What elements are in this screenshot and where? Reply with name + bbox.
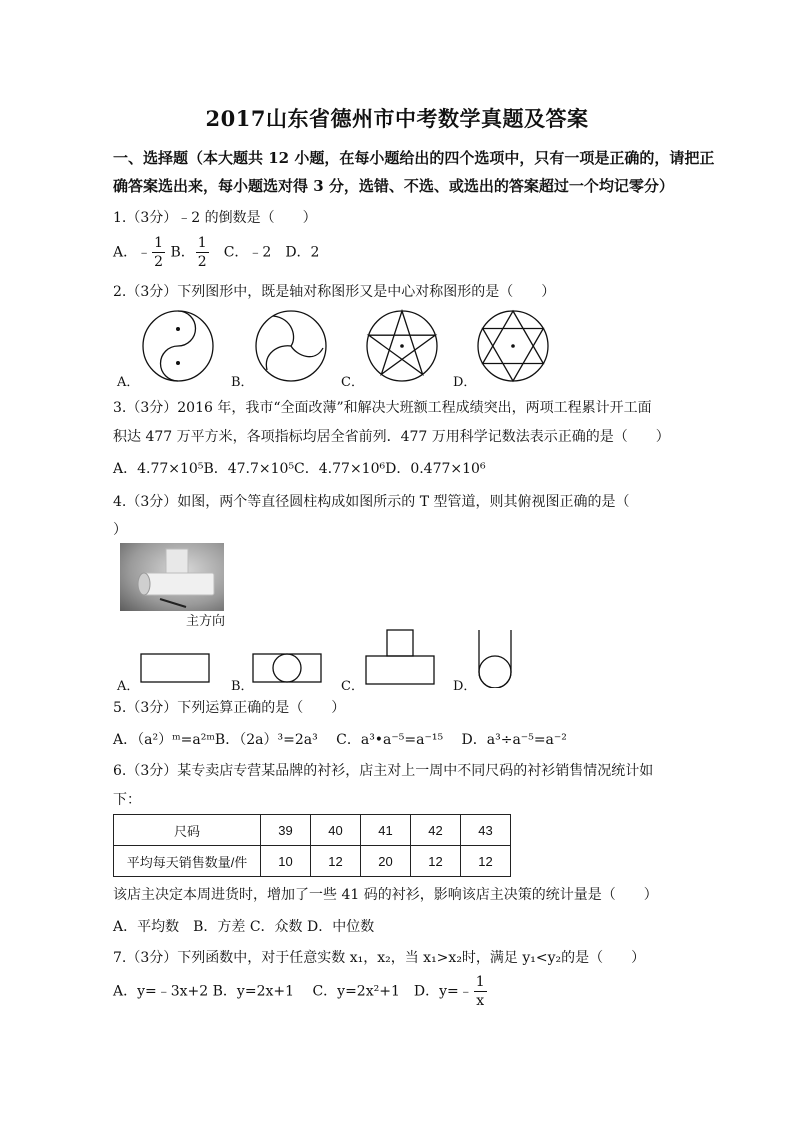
q7-fraction-d-num: 1 xyxy=(475,974,485,990)
q7-options xyxy=(113,975,488,1008)
q4-line1: 4.（3分）如图，两个等直径圆柱构成如图所示的 T 型管道，则其俯视图正确的是（ xyxy=(113,494,630,510)
q4-figure-b-rectangle-circle xyxy=(252,650,324,686)
q5-stem: 5.（3分）下列运算正确的是（ ） xyxy=(113,700,346,716)
paper-title: 2017山东省德州市中考数学真题及答案 xyxy=(205,106,589,131)
q2-figure-d-hexagram xyxy=(475,308,551,384)
q3-options: A．4.77×10⁵B．47.7×10⁵C．4.77×10⁶D．0.477×10⁶ xyxy=(113,461,486,477)
q2-stem: 2.（3分）下列图形中，既是轴对称图形又是中心对称图形的是（ ） xyxy=(113,284,556,300)
q2-figure-b-swirl xyxy=(253,308,329,384)
q2-option-a-label: A． xyxy=(117,375,140,390)
q1-option-b-label: B． xyxy=(166,244,195,261)
q1-fraction-a-num: 1 xyxy=(154,235,164,251)
q4-option-b-label: B． xyxy=(231,679,254,694)
q6-options: A．平均数 B．方差 C．众数 D．中位数 xyxy=(113,919,375,935)
q4-figure-c-t-shape xyxy=(364,628,436,688)
table-cell: 12 xyxy=(411,846,461,877)
table-cell: 40 xyxy=(311,815,361,846)
q7-options-text: A．y=﹣3x+2 B．y=2x+1 C．y=2x²+1 D．y=﹣ xyxy=(113,983,473,1000)
table-cell: 39 xyxy=(261,815,311,846)
q4-figure-d-u-circle xyxy=(476,628,516,688)
table-cell: 12 xyxy=(311,846,361,877)
q1-options-rest: C．﹣2 D．2 xyxy=(209,244,320,261)
q7-fraction-d xyxy=(474,975,487,1008)
q1-fraction-a xyxy=(152,236,165,269)
q1-stem: 1.（3分）﹣2 的倒数是（ ） xyxy=(113,210,317,226)
q6-after-table: 该店主决定本周进货时，增加了一些 41 码的衬衫，影响该店主决策的统计量是（ ） xyxy=(113,887,658,903)
q1-options xyxy=(113,236,319,269)
q2-figure-c-pentagram xyxy=(364,308,440,384)
table-cell: 20 xyxy=(361,846,411,877)
q4-t-pipe-drawing xyxy=(120,543,224,611)
section-heading-line1: 一、选择题（本大题共 12 小题，在每小题给出的四个选项中，只有一项是正确的，请把正 xyxy=(113,149,715,167)
q2-option-d-label: D． xyxy=(453,375,477,390)
section-heading-line2: 确答案选出来，每小题选对得 3 分，选错、不选、或选出的答案超过一个均记零分） xyxy=(113,177,674,195)
q5-options: A．（a²）ᵐ=a²ᵐB．（2a）³=2a³ C．a³•a⁻⁵=a⁻¹⁵ D．a³÷a⁻⁵=a⁻² xyxy=(113,732,567,748)
table-row xyxy=(114,846,511,877)
q1-fraction-b xyxy=(196,236,209,269)
q1-fraction-a-den: 2 xyxy=(154,254,164,270)
q1-fraction-b-den: 2 xyxy=(197,254,207,270)
table-header-sales: 平均每天销售数量/件 xyxy=(114,846,261,877)
q2-option-c-label: C． xyxy=(341,375,364,390)
q6-line1: 6.（3分）某专卖店专营某品牌的衬衫，店主对上一周中不同尺码的衬衫销售情况统计如 xyxy=(113,763,654,779)
q4-pipe-photo xyxy=(120,543,224,611)
q3-line2: 积达 477 万平方米，各项指标均居全省前列．477 万用科学记数法表示正确的是（ ） xyxy=(113,429,670,445)
q2-option-b-label: B． xyxy=(231,375,254,390)
q7-fraction-d-den: x xyxy=(476,993,485,1009)
q4-option-c-label: C． xyxy=(341,679,364,694)
table-cell: 12 xyxy=(461,846,511,877)
q4-option-a-label: A． xyxy=(117,679,140,694)
table-header-size: 尺码 xyxy=(114,815,261,846)
q4-figure-a-rectangle xyxy=(140,650,212,686)
table-cell: 41 xyxy=(361,815,411,846)
q6-sales-table xyxy=(113,814,511,877)
q1-fraction-b-num: 1 xyxy=(197,235,207,251)
q1-option-a-label: A．﹣ xyxy=(113,244,152,261)
q4-line2: ） xyxy=(113,522,127,538)
q4-option-d-label: D． xyxy=(453,679,477,694)
table-cell: 10 xyxy=(261,846,311,877)
q2-figure-a-yinyang xyxy=(140,308,216,384)
q4-photo-caption: 主方向 xyxy=(186,613,226,628)
table-cell: 42 xyxy=(411,815,461,846)
q6-line2: 下： xyxy=(113,792,141,808)
q7-stem: 7.（3分）下列函数中，对于任意实数 x₁，x₂，当 x₁>x₂时，满足 y₁<y₂的是（ ） xyxy=(113,950,646,966)
table-row xyxy=(114,815,511,846)
table-cell: 43 xyxy=(461,815,511,846)
q3-line1: 3.（3分）2016 年，我市“全面改薄”和解决大班额工程成绩突出，两项工程累计开工面 xyxy=(113,400,652,416)
